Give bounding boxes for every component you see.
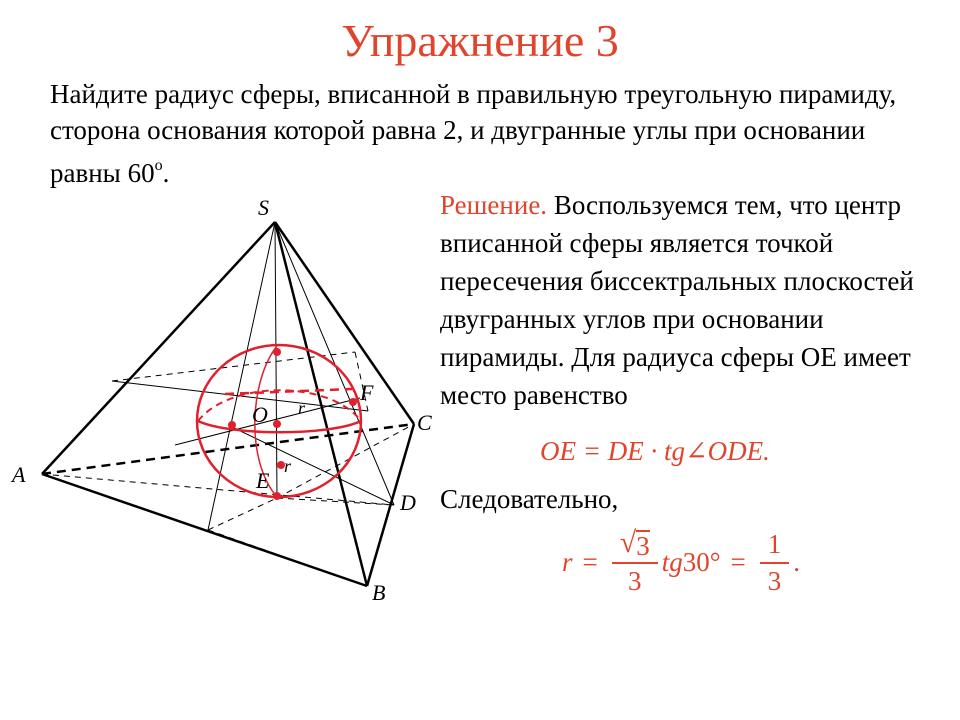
label-A: A xyxy=(12,462,26,487)
problem-end: . xyxy=(162,158,170,188)
formula-eq2: = xyxy=(730,547,746,577)
formula-tg: tg xyxy=(661,547,683,577)
sqrt-symbol: √ 3 xyxy=(619,526,650,561)
formula-end: . xyxy=(793,547,801,577)
line-E-C xyxy=(277,424,414,498)
solution-text: Воспользуемся тем, что центр вписанной сферы является точкой пересечения биссектральных плоскостей двугранных углов при основании пирамиды. Для радиуса сферы OE имеет место равенство xyxy=(440,190,914,410)
edge-AB xyxy=(42,474,367,586)
label-D: D xyxy=(400,490,416,515)
label-E: E xyxy=(256,468,270,493)
point-top xyxy=(273,348,281,356)
label-O: O xyxy=(252,402,268,427)
point-E xyxy=(273,492,281,500)
line-left-E xyxy=(208,498,277,530)
fraction2-denominator: 3 xyxy=(760,562,790,597)
edge-SC xyxy=(275,222,414,424)
label-r-upper: r xyxy=(298,398,306,418)
label-C: C xyxy=(417,410,432,435)
solution-block xyxy=(440,186,950,414)
degree-mark: о xyxy=(154,157,163,174)
consequently-text: Следовательно, xyxy=(440,484,619,514)
median-A-D xyxy=(42,474,394,505)
formula-angle: 30° xyxy=(682,547,721,577)
problem-text: Найдите радиус сферы, вписанной в правильную треугольную пирамиду, сторона основания которой равна 2, и двугранные углы при основании равны 60 xyxy=(50,79,897,188)
line-E-D xyxy=(277,498,394,505)
problem-statement xyxy=(50,76,930,191)
slide-title: Упражнение 3 xyxy=(341,15,619,66)
fraction-sqrt3-over-3 xyxy=(616,528,654,597)
point-O xyxy=(273,420,281,428)
sphere-equator-back xyxy=(198,390,361,421)
point-F xyxy=(349,398,357,406)
point-left xyxy=(228,421,236,429)
formula-eq: = xyxy=(582,547,598,577)
edge-SA xyxy=(42,222,275,474)
fraction-denominator: 3 xyxy=(612,562,658,597)
label-S: S xyxy=(258,195,269,220)
formula-oe: OE = DE · tg∠ODE. xyxy=(540,436,770,466)
formula-r xyxy=(562,528,800,597)
label-F: F xyxy=(360,380,374,405)
sqrt-radicand: 3 xyxy=(636,531,650,561)
fraction-1-over-3 xyxy=(764,529,786,597)
pyramid-figure xyxy=(0,180,440,610)
label-r-lower: r xyxy=(284,456,292,476)
solution-label: Решение. xyxy=(440,190,548,220)
fraction2-numerator: 1 xyxy=(767,528,782,559)
formula-r-var: r xyxy=(562,547,573,577)
label-B: B xyxy=(372,580,386,605)
height-SE xyxy=(275,222,277,498)
